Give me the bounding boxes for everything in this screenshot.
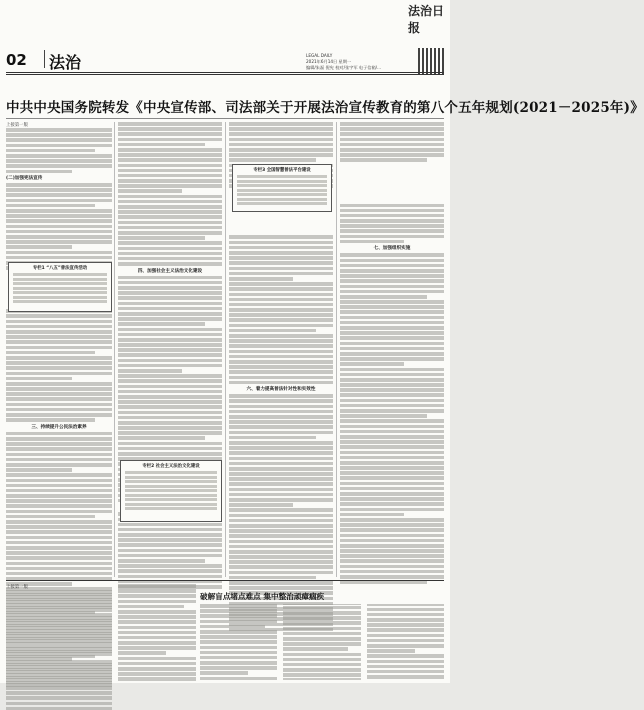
column-divider [114,122,115,577]
box-title: 专栏2 社会主义法治文化建设 [142,464,200,469]
column-divider [225,122,226,577]
article-column-4 [340,122,444,577]
header-rule-thin [6,74,444,75]
box-title: 专栏3 全国智慧普法平台建设 [253,168,311,173]
article-column-1 [6,122,112,577]
section-heading: 七、加强组织实施 [373,246,411,252]
section-heading: 三、持续提升公民法治素养 [31,424,87,430]
sidebar-box-1 [8,262,112,312]
bottom-headline: 破解盲点堵点难点 集中整治顽瘴痼疾 [200,592,325,601]
edition-meta: LEGAL DAILY [306,53,333,58]
sidebar-box-2 [120,460,222,522]
box-title: 专栏1 “八五”普法宣传活动 [32,266,88,271]
page-number: 02 [6,51,27,69]
column-divider [336,122,337,577]
date-line: 2021年6月14日 星期一 [306,59,352,64]
header-rule [6,72,444,73]
section-heading: 四、加强社会主义法治文化建设 [137,268,203,274]
masthead-logo: 法治日报 [408,4,445,35]
bottom-columns-right [200,604,444,680]
section-heading: (二)加强宪法宣传 [6,176,43,182]
section-heading: 六、着力提高普法针对性和实效性 [246,387,316,393]
bottom-rule [6,580,444,581]
header-divider [44,50,45,68]
editors-line: 编辑/朱磊 倪宪 校对/张宇军 电子信箱/... [306,65,382,70]
bottom-byline: 上接第一版 [6,585,28,590]
page-header [6,50,444,72]
sidebar-box-3 [232,164,332,212]
section-name: 法治 [49,53,82,72]
bottom-column-2 [118,584,196,680]
title-rule [6,118,444,119]
article-headline: 中共中央国务院转发《中央宣传部、司法部关于开展法治宣传教育的第八个五年规划(2021－2025年)》 [6,100,644,116]
bottom-column-1 [6,584,112,680]
article-byline: 上接第一版 [6,123,28,128]
